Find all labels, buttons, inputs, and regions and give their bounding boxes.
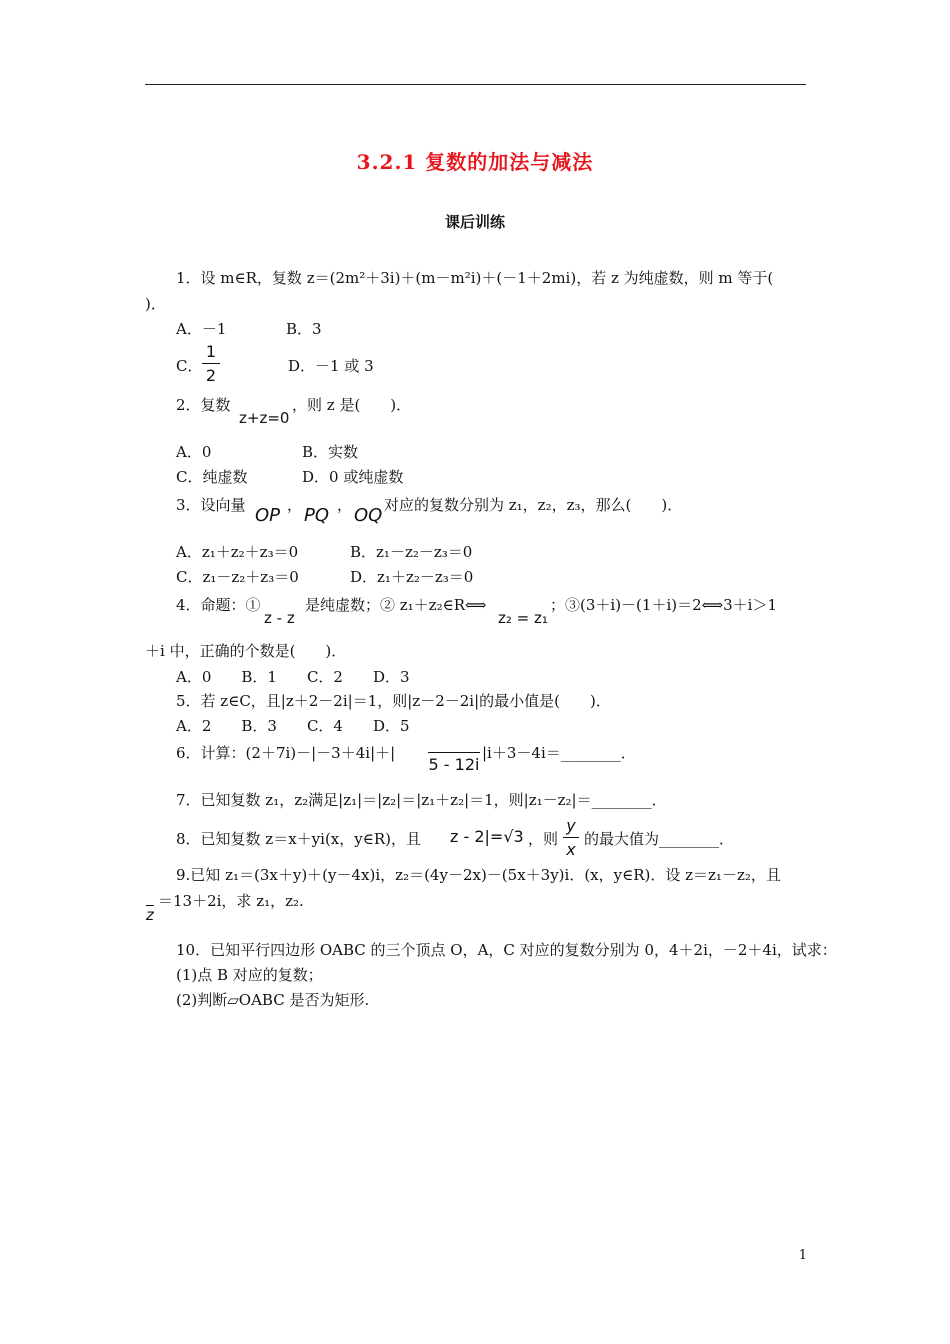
q2-formula: z+z=0 [239, 409, 290, 427]
q2-option-d: D．0 或纯虚数 [302, 468, 404, 486]
q3-stem-prefix: 3．设向量 [176, 496, 246, 514]
q5-options: A．2 B．3 C．4 D．5 [176, 717, 410, 735]
q4-stem-line-2: ＋i 中，正确的个数是( )． [145, 642, 347, 660]
q3-stem-suffix: 对应的复数分别为 z₁，z₂，z₃，那么( )． [384, 496, 683, 514]
q3-comma-1: ， [287, 496, 303, 514]
q8-stem-suffix: 的最大值为________． [584, 830, 735, 848]
q7-stem: 7．已知复数 z₁，z₂满足|z₁|＝|z₂|＝|z₁＋z₂|＝1，则|z₁－z₂|＝________． [176, 791, 667, 809]
q5-stem: 5．若 z∈C，且|z＋2－2i|＝1，则|z－2－2i|的最小值是( )． [176, 692, 611, 710]
q6-frac-numerator-blank [428, 738, 480, 750]
q2-option-c: C．纯虚数 [176, 468, 248, 486]
q1-option-c-fraction [202, 342, 220, 385]
q3-vector-oq: OQ [354, 505, 383, 526]
q1-frac-numerator: 1 [205, 342, 217, 361]
q3-comma-2: ， [337, 496, 353, 514]
q6-fraction [428, 738, 480, 774]
q4-part-2: 是纯虚数；② z₁＋z₂∈R⟺ [305, 596, 487, 614]
q3-option-d: D．z₁＋z₂－z₃＝0 [350, 568, 474, 586]
q10-part-1: (1)点 B 对应的复数； [176, 966, 323, 984]
page-subtitle: 课后训练 [444, 213, 505, 231]
q2-stem-suffix: ，则 z 是( )． [292, 396, 412, 414]
q2-option-a: A．0 [176, 443, 212, 461]
q1-stem: 1．设 m∈R，复数 z＝(2m²＋3i)＋(m－m²i)＋(－1＋2mi)，若 z 为纯虚数，则 m 等于( [176, 269, 774, 287]
q1-option-c-label: C． [176, 357, 203, 375]
q8-fraction [563, 816, 579, 859]
q1-option-b: B．3 [286, 320, 322, 338]
q8-frac-numerator: y [566, 816, 576, 835]
page-number: 1 [798, 1248, 807, 1263]
q10-part-2: (2)判断▱OABC 是否为矩形. [176, 991, 370, 1009]
q9-line-1: 9.已知 z₁＝(3x＋y)＋(y－4x)i，z₂＝(4y－2x)－(5x＋3y)i．(x，y∈R)．设 z＝z₁－z₂，且 [176, 866, 781, 884]
q3-option-c: C．z₁－z₂＋z₃＝0 [176, 568, 299, 586]
q3-vector-pq: PQ [304, 505, 330, 526]
q8-stem-prefix: 8．已知复数 z＝x＋yi(x，y∈R)，且 [176, 830, 421, 848]
q2-option-b: B．实数 [302, 443, 359, 461]
q6-frac-bar [428, 752, 480, 753]
q6-stem-prefix: 6．计算：(2＋7i)－|－3＋4i|＋| [176, 744, 396, 762]
q3-option-b: B．z₁－z₂－z₃＝0 [350, 543, 473, 561]
q9-line-2: ＝13＋2i，求 z₁，z₂. [158, 892, 304, 910]
q2-stem-prefix: 2．复数 [176, 396, 231, 414]
q8-frac-bar [563, 837, 579, 838]
q6-stem-suffix: |i＋3－4i＝________． [482, 744, 636, 762]
q1-frac-bar [202, 363, 220, 364]
q8-frac-denominator: x [566, 840, 576, 859]
q4-formula-1: z - z [264, 609, 295, 627]
q1-stem-end: )． [145, 295, 166, 313]
q1-option-d: D．－1 或 3 [288, 357, 374, 375]
q8-formula: z - 2|=√3 [450, 827, 524, 846]
q4-part-3: ；③(3＋i)－(1＋i)＝2⟺3＋i＞1 [550, 596, 778, 614]
q1-frac-denominator: 2 [205, 366, 217, 385]
q4-options: A．0 B．1 C．2 D．3 [176, 668, 410, 686]
page-title: 3.2.1 复数的加法与减法 [356, 150, 594, 174]
q3-option-a: A．z₁＋z₂＋z₃＝0 [176, 543, 299, 561]
q4-formula-2: z₂ = z₁ [498, 609, 548, 627]
q10-stem: 10．已知平行四边形 OABC 的三个顶点 O，A，C 对应的复数分别为 0，4＋2i，－2＋4i，试求： [176, 941, 837, 959]
q9-conjugate-z: $\overline{z}$ [146, 906, 154, 924]
q6-frac-denominator: 5 - 12i [428, 755, 480, 774]
q8-stem-mid: ，则 [528, 830, 559, 848]
header-rule [145, 84, 806, 85]
q3-vector-op: OP [255, 505, 281, 526]
q1-option-a: A．－1 [176, 320, 227, 338]
q4-stem-prefix: 4．命题：① [176, 596, 261, 614]
